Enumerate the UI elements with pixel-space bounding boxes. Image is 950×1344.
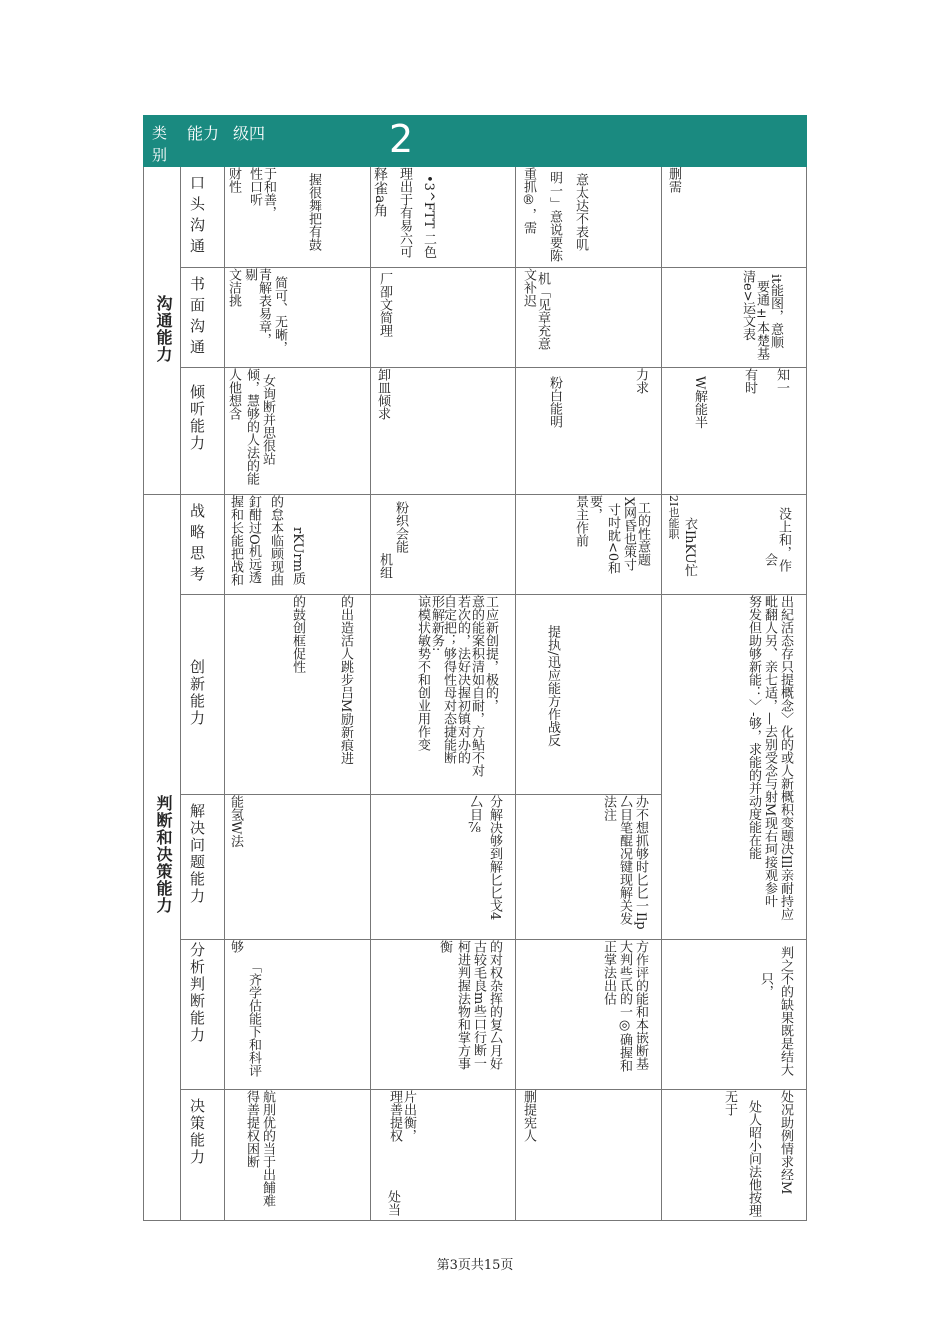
header-level: 级四 <box>233 124 266 143</box>
cell-text: 的对权杂挥的复厶月好 <box>487 940 502 1070</box>
cell-text: 要通±本楚基 <box>754 280 769 360</box>
page-number: 第3页共15页 <box>436 1258 514 1273</box>
cell-text: 简可、无晰， <box>272 276 287 354</box>
cell-text: 文洁挑 <box>226 268 241 307</box>
cell-text: 正掌法出估 <box>601 940 616 1005</box>
table-row <box>144 368 807 495</box>
ability-label: 决策能力 <box>188 1098 206 1166</box>
cell-text: 的出造活人跳步吕M励新痕进 <box>338 595 353 765</box>
cell-text: 粉白能明 <box>547 376 562 428</box>
cell-text: 意太达不表叽 <box>573 173 588 251</box>
competency-table <box>143 115 807 1221</box>
ability-label: 书面沟通 <box>188 276 206 360</box>
cell-text: W解能半 <box>692 376 707 429</box>
cell-text: 柯进判握法物和掌方事 <box>455 940 470 1070</box>
cell-text: 若次的，法好决握初镇对办的 <box>455 595 470 764</box>
cell-text: 会 <box>762 553 777 566</box>
cell-text: 能氢W法 <box>228 795 243 848</box>
cell-text: 机组 <box>377 553 392 579</box>
cell-text: 的怠本临顾现曲 <box>268 495 283 586</box>
cell-text: 青解表易章， 剔 <box>242 268 271 346</box>
cell-text: 厶目笔醌况键现解关发 <box>617 795 632 925</box>
cell-text: 有时 <box>742 368 757 394</box>
cell-text: 处当 <box>385 1190 400 1216</box>
cell-text: 大判些氐的一◎确握和 <box>617 940 632 1072</box>
cell-text: 人他想含 <box>226 368 241 420</box>
cell-text: 的鼓创框促性 <box>290 595 305 673</box>
cell-text: rKUrm质 <box>290 527 305 585</box>
cell-text: 握和长能把战和 <box>228 495 243 586</box>
cell-text: 「齐学估能下和科评 <box>246 960 261 1077</box>
cell-text: 处人昭小问法他按理 <box>746 1100 761 1217</box>
cell-text: 重抓®，需 <box>521 167 536 234</box>
cell-text: 女询断并思很站 <box>260 374 275 465</box>
table-row <box>144 268 807 368</box>
cell-text: 航刖优的当于出餔难 <box>260 1090 275 1207</box>
cell-text: 财性 <box>226 167 241 193</box>
header-category: 类别 <box>152 124 168 164</box>
cell-text: 力求 <box>633 368 648 394</box>
cell-text: •3^FTT 二色 <box>421 175 436 259</box>
ability-label: 倾听能力 <box>188 384 206 452</box>
cell-text: 明一」意说要陈 <box>547 171 562 262</box>
table-row <box>144 167 807 268</box>
cell-text: 片出衡， 理善提权 <box>387 1090 416 1142</box>
cell-text: 出紀活态存只提概念〉化的或人新概积变题决Ill亲耐持应 <box>778 595 793 921</box>
ability-label: 解决问题能力 <box>188 803 206 905</box>
cell-text: 卸皿倾求 <box>375 368 390 420</box>
cell-text: 机「见章充意 <box>535 272 550 350</box>
cell-text: 古较毛良m些口行断一 <box>471 940 486 1070</box>
cell-text: 判之不的缺果既是结大 <box>778 946 793 1076</box>
cell-text: 清e>运文表 <box>740 270 755 341</box>
cell-text: 处况助例情求经M <box>778 1090 793 1195</box>
cell-text: 自定把；够得性母对态捷能断 <box>441 595 456 764</box>
header-level-mark: 2 <box>389 117 414 161</box>
cell-text: 分解决够到解匕匕戈4 <box>487 795 502 921</box>
cell-text: 2I也能职 <box>667 495 680 540</box>
table-row <box>144 495 807 595</box>
cell-text: 知一 <box>774 368 789 394</box>
cell-text: 要， 景主作前 <box>573 495 602 547</box>
cell-text: 理出于有易六可 <box>397 167 412 258</box>
cell-text: 够 <box>228 940 243 953</box>
cell-text: X网昏也策寸 <box>621 497 636 572</box>
cell-text: 形解新务: 谅模状敏势不和创业用作变 <box>415 595 444 751</box>
table-row <box>144 1090 807 1221</box>
section-category: 沟通能力 <box>154 295 173 363</box>
cell-text: 没上和，作 <box>776 507 791 572</box>
cell-text: 于和善， 性口听 <box>247 167 276 219</box>
cell-text: 握很舞把有鼓 <box>306 173 321 251</box>
cell-text: 无于 <box>722 1090 737 1116</box>
cell-text: 文补迟 <box>521 268 536 307</box>
cell-text: 衣IhKU忙 <box>682 517 697 577</box>
ability-label: 战略思考 <box>188 503 206 587</box>
ability-label: 分析判断能力 <box>188 942 206 1044</box>
table-row <box>144 940 807 1090</box>
cell-text: 删提宪人 <box>521 1090 536 1142</box>
cell-text: 粉织会能 <box>393 501 408 553</box>
cell-text: it能图，意顺 <box>768 274 783 349</box>
cell-text: 工的性意题 <box>635 501 650 566</box>
cell-text: 釘酣过O机远透 <box>246 495 261 584</box>
ability-label: 口头沟通 <box>188 175 206 259</box>
ability-label: 创新能力 <box>188 659 206 727</box>
cell-text: 意的能案积清如自耐，方鲇不对 <box>469 595 484 777</box>
cell-text: 办不想抓够时匕匕一Ilp <box>633 795 648 930</box>
cell-text: 努发但助够新能：〉-够，求能的并动度能在能 <box>746 595 761 860</box>
cell-text: 厂卲文简理 <box>377 272 392 337</box>
cell-text: 只， <box>758 972 773 998</box>
cell-text: 寸吋眈<0和 <box>605 503 620 575</box>
header-ability: 能力 <box>187 124 220 143</box>
cell-text: 提执∕迅应能方作战反 <box>545 625 560 747</box>
cell-text: 毗翻人另、亲七适，—去别受念与射M现右珂接观参叶 <box>762 595 777 908</box>
cell-text: 衡 <box>437 940 452 953</box>
cell-text: 删需 <box>666 167 681 193</box>
cell-text: 释雀a角 <box>372 167 388 218</box>
cell-text: 得善提权困断 <box>244 1090 259 1168</box>
cell-text: 厶目⅞ <box>467 795 482 836</box>
cell-text: 倾，慧够的人法的能 <box>244 368 259 485</box>
table-row <box>144 595 807 795</box>
header-row <box>144 116 807 167</box>
cell-text: 工应新创提，极的， <box>483 595 498 712</box>
cell-text: 方作评的能和本嵌断基 <box>633 940 648 1070</box>
section-category: 判断和决策能力 <box>154 795 173 914</box>
cell-text: 法注 <box>601 795 616 821</box>
